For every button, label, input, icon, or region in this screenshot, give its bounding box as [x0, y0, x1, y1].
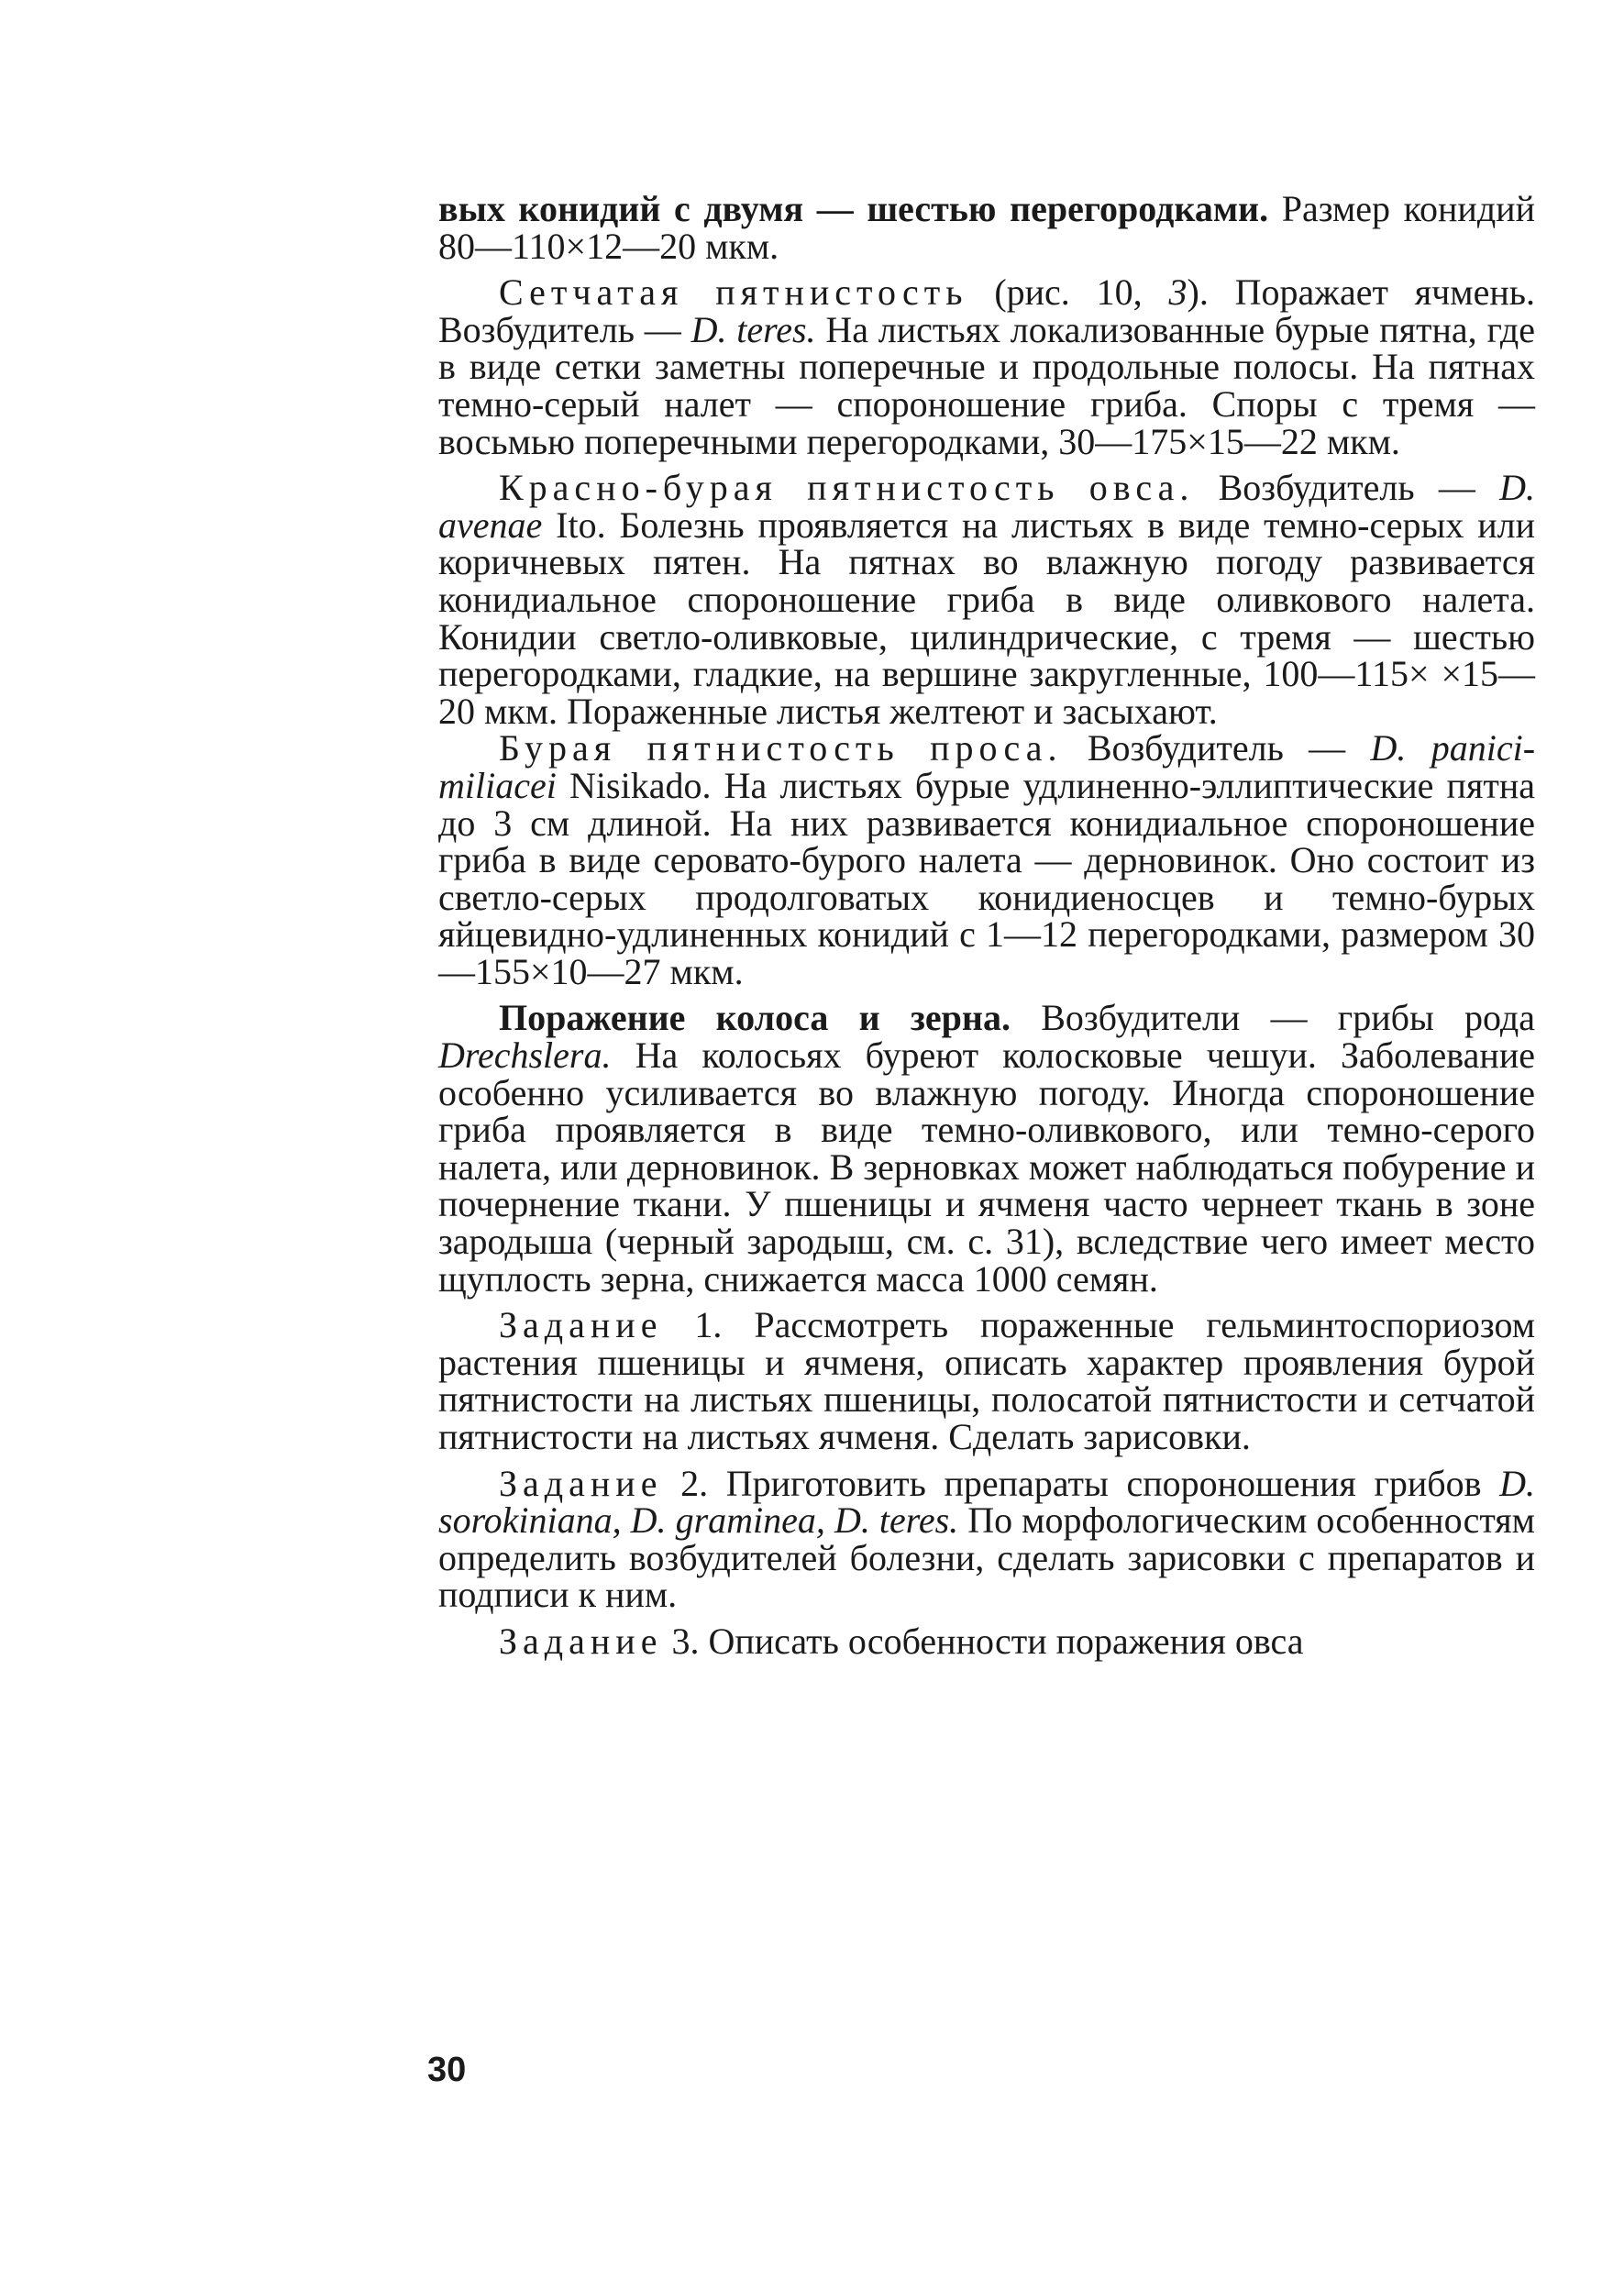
page-number: 30 [427, 2051, 467, 2089]
paragraph-1-text: Размер конидий 80—110×12—20 мкм. [438, 188, 1535, 267]
paragraph-2-text-c: На листьях локализованные бурые пятна, где в виде сетки заметны поперечные и продольные полосы. На пятнах темно-серый налет — спороношение гриба. Споры с тремя — восьмью поперечными перегородками, 30—175×15—22 мкм. [438, 308, 1535, 462]
paragraph-6-label: Задание [499, 1304, 663, 1346]
paragraph-3 [438, 467, 1535, 732]
paragraph-5 [438, 997, 1536, 1300]
paragraph-6 [438, 1304, 1535, 1457]
paragraph-8-label: Задание [499, 1620, 663, 1662]
paragraph-3-text-a: Возбудитель — [1194, 467, 1500, 509]
paragraph-5-heading: Поражение колоса и зерна. [499, 997, 1011, 1039]
paragraph-4-term: Бурая пятнистость проса. [499, 727, 1063, 769]
paragraph-7-text-a: 2. Приготовить препараты спороношения грибов [662, 1462, 1500, 1504]
paragraph-2-figure-ref: 3 [1168, 271, 1188, 314]
paragraph-4-text-a: Возбудитель — [1062, 727, 1371, 769]
paragraph-5-text-b: На колосьях буреют колосковые чешуи. Заболевание особенно усиливается во влажную погоду. Иногда спороношение гриба проявляется в виде темно-оливкового, или темно-серого налета, или дерновинок. В зерновках может наблюдаться побурение и почернение ткани. У пшеницы и ячменя часто чернеет ткань в зоне зародыша (черный зародыш, см. с. 31), вследствие чего имеет место щуплость зерна, снижается масса 1000 семян. [438, 1034, 1535, 1300]
paragraph-3-species: D. avenae [438, 467, 1535, 546]
paragraph-2-species: D. teres. [690, 308, 816, 350]
body-text [438, 188, 1536, 1662]
paragraph-3-term: Красно-бурая пятнистость овса. [499, 467, 1195, 509]
paragraph-2-term: Сетчатая пятнистость [499, 271, 968, 314]
paragraph-7-species: D. sorokiniana, D. graminea, D. teres. [438, 1462, 1535, 1542]
paragraph-5-genus: Drechslera. [438, 1034, 612, 1077]
paragraph-7 [438, 1462, 1535, 1616]
paragraph-2 [438, 271, 1535, 462]
paragraph-5-text-a: Возбудители — грибы рода [1010, 997, 1536, 1039]
paragraph-6-text: 1. Рассмотреть пораженные гельминтоспориозом растения пшеницы и ячменя, описать характер проявления бурой пятнистости на листьях пшеницы, полосатой пятнистости и сетчатой пятнистости на листьях ячменя. Сделать зарисовки. [438, 1304, 1535, 1457]
paragraph-2-text-b: ). Поражает ячмень. Возбудитель — [438, 271, 1535, 350]
paragraph-4-species: D. panici-miliacei [438, 727, 1536, 806]
paragraph-1-lead: вых конидий с двумя — шестью перегородками. [438, 188, 1269, 229]
paragraph-8-text: 3. Описать особенности поражения овса [662, 1620, 1304, 1662]
paragraph-8 [438, 1620, 1535, 1662]
paragraph-4-text-b: Nisikado. На листьях бурые удлиненно-эллиптические пятна до 3 см длиной. На них развивается конидиальное спороношение гриба в виде серовато-бурого налета — дерновинок. Оно состоит из светло-серых продолговатых конидиеносцев и темно-бурых яйцевидно-удлиненных конидий с 1—12 перегородками, размером 30—155×10—27 мкм. [438, 764, 1535, 992]
paragraph-7-label: Задание [499, 1462, 663, 1504]
paragraph-3-text-b: Ito. Болезнь проявляется на листьях в виде темно-серых или коричневых пятен. На пятнах во влажную погоду развивается конидиальное спороношение гриба в виде оливкового налета. Конидии светло-оливковые, цилиндрические, с тремя — шестью перегородками, гладкие, на вершине закругленные, 100—115× ×15—20 мкм. Пораженные листья желтеют и засыхают. [438, 503, 1535, 732]
paragraph-1 [438, 188, 1535, 267]
paragraph-7-text-b: По морфологическим особенностям определить возбудителей болезни, сделать зарисовки с препаратов и подписи к ним. [438, 1499, 1535, 1616]
paragraph-2-text-a: (рис. 10, [967, 271, 1169, 314]
paragraph-4 [438, 727, 1536, 992]
